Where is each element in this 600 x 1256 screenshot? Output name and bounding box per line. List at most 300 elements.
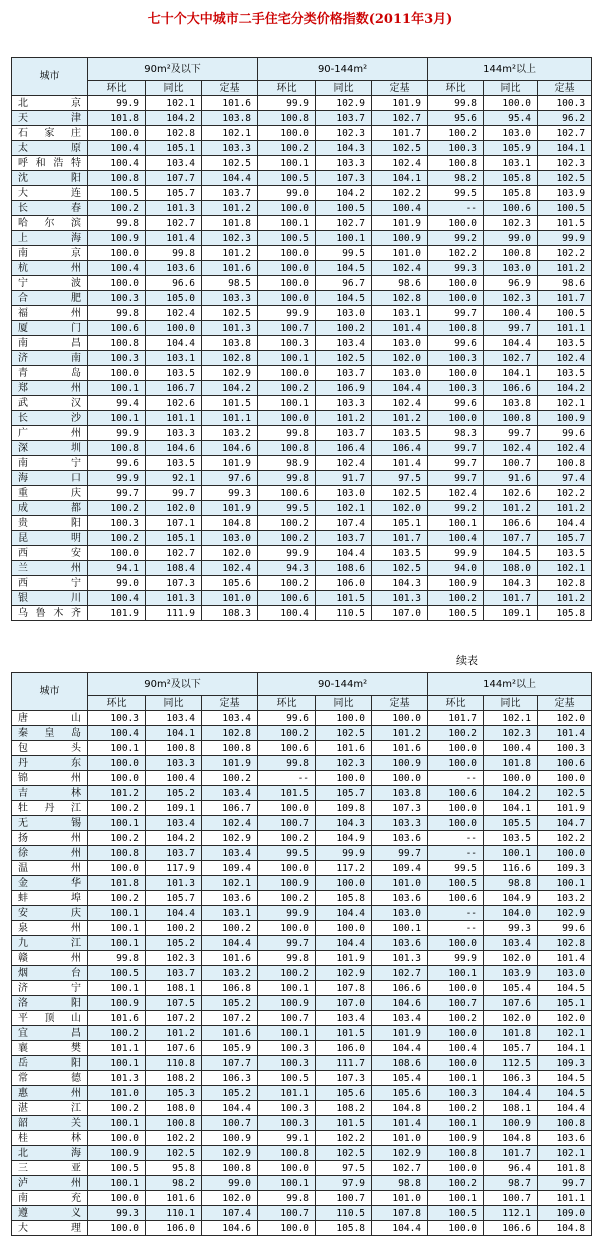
value-cell: 94.0 xyxy=(428,561,484,576)
value-cell: 102.4 xyxy=(372,396,428,411)
value-cell: 99.3 xyxy=(202,486,258,501)
value-cell: 100.4 xyxy=(88,261,146,276)
value-cell: 101.2 xyxy=(146,1026,202,1041)
table-row xyxy=(12,321,592,336)
value-cell: 100.1 xyxy=(88,1116,146,1131)
value-cell: 102.4 xyxy=(146,306,202,321)
value-cell: 100.5 xyxy=(258,171,316,186)
value-cell: 101.1 xyxy=(538,1191,592,1206)
value-cell: 95.8 xyxy=(146,1161,202,1176)
value-cell: 100.2 xyxy=(88,501,146,516)
value-cell: 100.4 xyxy=(146,771,202,786)
table-row xyxy=(12,981,592,996)
value-cell: 99.6 xyxy=(258,711,316,726)
table-row xyxy=(12,171,592,186)
value-cell: 103.1 xyxy=(372,306,428,321)
value-cell: 102.0 xyxy=(484,951,538,966)
value-cell: 107.3 xyxy=(372,801,428,816)
value-cell: 106.6 xyxy=(372,981,428,996)
value-cell: 101.8 xyxy=(484,1026,538,1041)
value-cell: 99.7 xyxy=(88,486,146,501)
table-row xyxy=(12,921,592,936)
value-cell: 100.6 xyxy=(428,786,484,801)
value-cell: 102.1 xyxy=(538,561,592,576)
value-cell: 99.0 xyxy=(88,576,146,591)
value-cell: 103.6 xyxy=(372,936,428,951)
value-cell: 104.0 xyxy=(484,906,538,921)
value-cell: 101.0 xyxy=(372,246,428,261)
table-row xyxy=(12,831,592,846)
city-cell: 桂 林 xyxy=(12,1131,88,1146)
value-cell: 101.0 xyxy=(88,1086,146,1101)
value-cell: 101.1 xyxy=(88,1041,146,1056)
city-cell: 遵 义 xyxy=(12,1206,88,1221)
value-cell: 100.3 xyxy=(538,741,592,756)
value-cell: 103.3 xyxy=(146,426,202,441)
col-header: 定基 xyxy=(202,696,258,711)
value-cell: 102.1 xyxy=(202,876,258,891)
table-row xyxy=(12,111,592,126)
value-cell: 100.1 xyxy=(88,741,146,756)
value-cell: 106.4 xyxy=(372,441,428,456)
value-cell: 102.0 xyxy=(538,711,592,726)
value-cell: 104.4 xyxy=(316,906,372,921)
value-cell: 103.0 xyxy=(484,126,538,141)
value-cell: 100.1 xyxy=(88,411,146,426)
value-cell: 104.8 xyxy=(202,516,258,531)
value-cell: 99.7 xyxy=(428,441,484,456)
city-cell: 洛 阳 xyxy=(12,996,88,1011)
value-cell: 100.2 xyxy=(258,141,316,156)
city-cell: 湛 江 xyxy=(12,1101,88,1116)
table-row xyxy=(12,846,592,861)
value-cell: 104.1 xyxy=(372,171,428,186)
value-cell: 117.9 xyxy=(146,861,202,876)
value-cell: 105.0 xyxy=(146,291,202,306)
value-cell: 99.7 xyxy=(538,1176,592,1191)
value-cell: 100.8 xyxy=(146,1116,202,1131)
value-cell: 102.7 xyxy=(372,1161,428,1176)
value-cell: 117.2 xyxy=(316,861,372,876)
value-cell: 102.4 xyxy=(484,441,538,456)
value-cell: 103.6 xyxy=(202,891,258,906)
value-cell: 100.9 xyxy=(428,576,484,591)
value-cell: 104.2 xyxy=(146,111,202,126)
value-cell: 102.9 xyxy=(372,1146,428,1161)
value-cell: 100.6 xyxy=(428,891,484,906)
table-row xyxy=(12,516,592,531)
value-cell: 99.9 xyxy=(258,546,316,561)
value-cell: 109.4 xyxy=(202,861,258,876)
table-row xyxy=(12,1011,592,1026)
value-cell: 101.4 xyxy=(372,456,428,471)
value-cell: 100.0 xyxy=(428,741,484,756)
value-cell: 101.8 xyxy=(202,216,258,231)
value-cell: 100.4 xyxy=(372,201,428,216)
city-cell: 济 南 xyxy=(12,351,88,366)
city-cell: 乌鲁木齐 xyxy=(12,606,88,621)
value-cell: 102.7 xyxy=(146,216,202,231)
value-cell: 101.8 xyxy=(88,111,146,126)
value-cell: 102.6 xyxy=(484,486,538,501)
value-cell: 102.1 xyxy=(202,126,258,141)
value-cell: 102.7 xyxy=(372,966,428,981)
value-cell: 103.6 xyxy=(372,831,428,846)
value-cell: 105.2 xyxy=(146,936,202,951)
table-row xyxy=(12,1071,592,1086)
value-cell: 100.4 xyxy=(428,1041,484,1056)
value-cell: 100.2 xyxy=(88,801,146,816)
value-cell: 105.6 xyxy=(316,1086,372,1101)
value-cell: 101.6 xyxy=(202,1026,258,1041)
value-cell: 104.4 xyxy=(372,1041,428,1056)
value-cell: 101.9 xyxy=(88,606,146,621)
value-cell: 101.0 xyxy=(372,1131,428,1146)
value-cell: 100.0 xyxy=(538,846,592,861)
value-cell: 102.7 xyxy=(146,546,202,561)
value-cell: 100.1 xyxy=(372,921,428,936)
city-cell: 上 海 xyxy=(12,231,88,246)
continued-label: 续表 xyxy=(456,654,478,667)
col-header: 定基 xyxy=(372,81,428,96)
value-cell: 100.7 xyxy=(484,456,538,471)
value-cell: 102.5 xyxy=(538,171,592,186)
value-cell: 102.2 xyxy=(316,1131,372,1146)
city-cell: 兰 州 xyxy=(12,561,88,576)
value-cell: 100.3 xyxy=(88,351,146,366)
table-row xyxy=(12,186,592,201)
value-cell: 98.6 xyxy=(372,276,428,291)
value-cell: 104.8 xyxy=(538,1221,592,1236)
city-cell: 丹 东 xyxy=(12,756,88,771)
value-cell: 100.0 xyxy=(258,201,316,216)
table-body xyxy=(12,711,592,1236)
value-cell: 100.2 xyxy=(428,591,484,606)
table-body xyxy=(12,96,592,621)
table-row xyxy=(12,1101,592,1116)
city-cell: 西 宁 xyxy=(12,576,88,591)
value-cell: 100.1 xyxy=(428,1116,484,1131)
value-cell: -- xyxy=(258,771,316,786)
value-cell: 100.3 xyxy=(428,141,484,156)
table-row xyxy=(12,1131,592,1146)
value-cell: 103.2 xyxy=(538,891,592,906)
value-cell: 108.1 xyxy=(146,981,202,996)
value-cell: -- xyxy=(428,906,484,921)
value-cell: 100.1 xyxy=(258,216,316,231)
value-cell: 99.8 xyxy=(258,471,316,486)
value-cell: 101.9 xyxy=(202,501,258,516)
value-cell: 100.6 xyxy=(258,486,316,501)
value-cell: 100.7 xyxy=(316,1191,372,1206)
value-cell: 102.3 xyxy=(484,216,538,231)
city-cell: 扬 州 xyxy=(12,831,88,846)
value-cell: 103.2 xyxy=(202,966,258,981)
value-cell: 99.9 xyxy=(258,306,316,321)
value-cell: 109.8 xyxy=(316,801,372,816)
value-cell: 107.2 xyxy=(146,1011,202,1026)
value-cell: 106.6 xyxy=(484,381,538,396)
value-cell: 103.7 xyxy=(316,531,372,546)
value-cell: 102.9 xyxy=(316,96,372,111)
value-cell: 100.2 xyxy=(316,321,372,336)
value-cell: 102.0 xyxy=(538,1011,592,1026)
value-cell: 100.3 xyxy=(258,1056,316,1071)
value-cell: 99.7 xyxy=(428,471,484,486)
value-cell: 99.6 xyxy=(88,456,146,471)
value-cell: 102.5 xyxy=(538,786,592,801)
value-cell: 100.1 xyxy=(428,1071,484,1086)
value-cell: 107.7 xyxy=(484,531,538,546)
table-row xyxy=(12,336,592,351)
value-cell: 102.4 xyxy=(202,561,258,576)
value-cell: 102.0 xyxy=(146,501,202,516)
value-cell: 105.2 xyxy=(146,786,202,801)
value-cell: 103.4 xyxy=(202,786,258,801)
value-cell: 103.6 xyxy=(372,891,428,906)
value-cell: 102.9 xyxy=(202,1146,258,1161)
city-cell: 唐 山 xyxy=(12,711,88,726)
value-cell: 101.3 xyxy=(372,591,428,606)
value-cell: 100.0 xyxy=(316,771,372,786)
value-cell: 104.4 xyxy=(316,936,372,951)
value-cell: 100.1 xyxy=(538,876,592,891)
value-cell: 100.6 xyxy=(538,756,592,771)
value-cell: 100.5 xyxy=(88,186,146,201)
city-cell: 安 庆 xyxy=(12,906,88,921)
value-cell: 102.3 xyxy=(316,756,372,771)
value-cell: 105.7 xyxy=(538,531,592,546)
value-cell: 99.8 xyxy=(88,951,146,966)
value-cell: 101.2 xyxy=(538,261,592,276)
col-header: 环比 xyxy=(428,696,484,711)
value-cell: 100.1 xyxy=(258,351,316,366)
value-cell: 100.0 xyxy=(88,246,146,261)
value-cell: 101.1 xyxy=(202,411,258,426)
table-row xyxy=(12,456,592,471)
value-cell: 100.5 xyxy=(258,1071,316,1086)
value-cell: 99.6 xyxy=(428,396,484,411)
value-cell: 105.1 xyxy=(372,516,428,531)
value-cell: 103.5 xyxy=(538,546,592,561)
value-cell: 108.4 xyxy=(146,561,202,576)
value-cell: 100.8 xyxy=(88,441,146,456)
table-row xyxy=(12,891,592,906)
value-cell: 100.4 xyxy=(484,741,538,756)
table-row xyxy=(12,201,592,216)
value-cell: 100.1 xyxy=(258,156,316,171)
table-row xyxy=(12,261,592,276)
table-row xyxy=(12,1116,592,1131)
table-row xyxy=(12,606,592,621)
value-cell: 104.4 xyxy=(146,906,202,921)
value-cell: 103.0 xyxy=(538,966,592,981)
value-cell: 104.4 xyxy=(538,516,592,531)
city-cell: 南 昌 xyxy=(12,336,88,351)
value-cell: 106.3 xyxy=(484,1071,538,1086)
value-cell: 101.3 xyxy=(202,321,258,336)
value-cell: 99.0 xyxy=(202,1176,258,1191)
value-cell: 103.4 xyxy=(146,156,202,171)
value-cell: 100.4 xyxy=(88,156,146,171)
value-cell: 102.9 xyxy=(538,906,592,921)
value-cell: 105.8 xyxy=(316,1221,372,1236)
value-cell: 102.5 xyxy=(316,1146,372,1161)
value-cell: 112.5 xyxy=(484,1056,538,1071)
value-cell: 107.0 xyxy=(372,606,428,621)
city-cell: 济 宁 xyxy=(12,981,88,996)
value-cell: 103.8 xyxy=(484,396,538,411)
city-cell: 长 沙 xyxy=(12,411,88,426)
table-row xyxy=(12,531,592,546)
value-cell: 102.2 xyxy=(538,246,592,261)
value-cell: 102.9 xyxy=(202,831,258,846)
value-cell: 107.7 xyxy=(202,1056,258,1071)
value-cell: 105.6 xyxy=(202,576,258,591)
value-cell: 100.2 xyxy=(258,516,316,531)
value-cell: 99.8 xyxy=(88,216,146,231)
value-cell: 100.4 xyxy=(88,141,146,156)
value-cell: 107.4 xyxy=(316,516,372,531)
value-cell: 100.2 xyxy=(146,921,202,936)
value-cell: 100.0 xyxy=(316,921,372,936)
value-cell: 102.1 xyxy=(316,501,372,516)
value-cell: 102.2 xyxy=(538,486,592,501)
value-cell: 103.7 xyxy=(316,111,372,126)
table-row xyxy=(12,246,592,261)
value-cell: 103.5 xyxy=(538,366,592,381)
value-cell: 100.1 xyxy=(88,981,146,996)
value-cell: 100.1 xyxy=(88,381,146,396)
table-row xyxy=(12,231,592,246)
value-cell: 100.5 xyxy=(428,606,484,621)
value-cell: 100.2 xyxy=(258,891,316,906)
value-cell: 105.9 xyxy=(202,1041,258,1056)
value-cell: 100.7 xyxy=(258,321,316,336)
table-row xyxy=(12,426,592,441)
city-cell: 南 宁 xyxy=(12,456,88,471)
value-cell: 104.4 xyxy=(372,1221,428,1236)
value-cell: 107.3 xyxy=(316,171,372,186)
value-cell: 100.1 xyxy=(258,981,316,996)
value-cell: 100.0 xyxy=(428,816,484,831)
city-cell: 厦 门 xyxy=(12,321,88,336)
value-cell: 100.0 xyxy=(88,771,146,786)
value-cell: 97.9 xyxy=(316,1176,372,1191)
value-cell: 100.8 xyxy=(428,156,484,171)
value-cell: 103.0 xyxy=(484,261,538,276)
value-cell: 92.1 xyxy=(146,471,202,486)
value-cell: 99.8 xyxy=(88,306,146,321)
value-cell: 103.9 xyxy=(484,966,538,981)
value-cell: 94.1 xyxy=(88,561,146,576)
city-cell: 岳 阳 xyxy=(12,1056,88,1071)
value-cell: 101.7 xyxy=(428,711,484,726)
city-cell: 北 海 xyxy=(12,1146,88,1161)
value-cell: 103.4 xyxy=(316,336,372,351)
value-cell: 101.3 xyxy=(146,876,202,891)
city-cell: 温 州 xyxy=(12,861,88,876)
value-cell: 99.9 xyxy=(88,96,146,111)
value-cell: 101.6 xyxy=(202,96,258,111)
value-cell: 100.0 xyxy=(372,771,428,786)
value-cell: 104.4 xyxy=(484,1086,538,1101)
value-cell: 103.5 xyxy=(146,366,202,381)
table-row xyxy=(12,501,592,516)
city-cell: 天 津 xyxy=(12,111,88,126)
value-cell: 104.6 xyxy=(372,996,428,1011)
table-row xyxy=(12,816,592,831)
value-cell: 105.9 xyxy=(484,141,538,156)
value-cell: 100.8 xyxy=(484,246,538,261)
value-cell: 99.8 xyxy=(258,756,316,771)
value-cell: 100.6 xyxy=(484,201,538,216)
value-cell: 99.8 xyxy=(258,1191,316,1206)
value-cell: 98.9 xyxy=(258,456,316,471)
value-cell: 98.8 xyxy=(484,876,538,891)
value-cell: 100.3 xyxy=(88,711,146,726)
value-cell: 104.3 xyxy=(316,141,372,156)
value-cell: 102.1 xyxy=(484,711,538,726)
value-cell: 102.4 xyxy=(538,351,592,366)
value-cell: 99.5 xyxy=(428,861,484,876)
value-cell: 104.5 xyxy=(316,261,372,276)
value-cell: 101.8 xyxy=(538,1161,592,1176)
col-header: 定基 xyxy=(202,81,258,96)
value-cell: 106.0 xyxy=(316,1041,372,1056)
table-row xyxy=(12,741,592,756)
city-cell: 吉 林 xyxy=(12,786,88,801)
value-cell: 100.0 xyxy=(258,126,316,141)
value-cell: 100.2 xyxy=(88,831,146,846)
value-cell: 99.6 xyxy=(538,921,592,936)
value-cell: 102.3 xyxy=(484,726,538,741)
city-cell: 锦 州 xyxy=(12,771,88,786)
value-cell: 103.9 xyxy=(538,186,592,201)
value-cell: 102.8 xyxy=(202,351,258,366)
value-cell: 106.6 xyxy=(484,516,538,531)
city-cell: 广 州 xyxy=(12,426,88,441)
value-cell: 102.5 xyxy=(372,486,428,501)
value-cell: 108.6 xyxy=(316,561,372,576)
table-row xyxy=(12,1056,592,1071)
value-cell: 97.6 xyxy=(202,471,258,486)
value-cell: 99.9 xyxy=(316,846,372,861)
value-cell: 103.0 xyxy=(316,486,372,501)
value-cell: 108.2 xyxy=(146,1071,202,1086)
value-cell: 101.4 xyxy=(372,1116,428,1131)
value-cell: 106.8 xyxy=(202,981,258,996)
value-cell: 105.8 xyxy=(484,186,538,201)
value-cell: 100.3 xyxy=(258,1041,316,1056)
value-cell: 99.7 xyxy=(428,456,484,471)
value-cell: 105.4 xyxy=(372,1071,428,1086)
city-cell: 西 安 xyxy=(12,546,88,561)
value-cell: 102.4 xyxy=(428,486,484,501)
value-cell: 101.5 xyxy=(202,396,258,411)
value-cell: 108.6 xyxy=(372,1056,428,1071)
value-cell: 101.6 xyxy=(372,741,428,756)
table-row xyxy=(12,576,592,591)
value-cell: 112.1 xyxy=(484,1206,538,1221)
price-index-table-2 xyxy=(11,672,592,1236)
value-cell: 100.6 xyxy=(258,741,316,756)
value-cell: 100.4 xyxy=(258,606,316,621)
col-header: 同比 xyxy=(146,696,202,711)
value-cell: 103.0 xyxy=(202,531,258,546)
value-cell: 109.1 xyxy=(146,801,202,816)
group-header: 90m²及以下 xyxy=(88,58,258,81)
